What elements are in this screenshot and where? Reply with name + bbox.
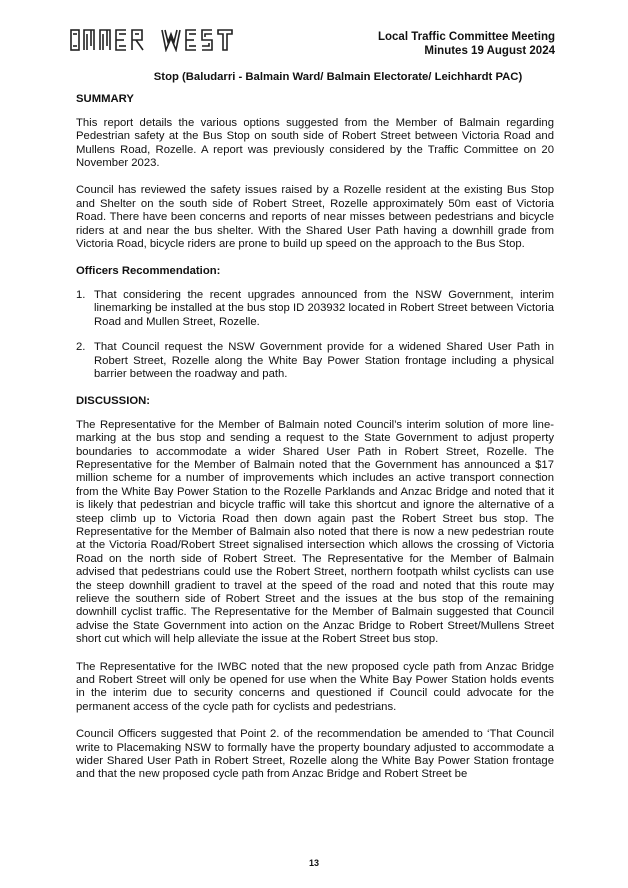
recommendation-heading: Officers Recommendation:: [76, 265, 221, 278]
recommendation-number: 1.: [76, 288, 86, 301]
recommendation-item: [76, 341, 554, 381]
meeting-title: Local Traffic Committee Meeting: [377, 31, 555, 43]
page-number: 13: [308, 858, 319, 868]
discussion-paragraph: The Representative for the Member of Balmain noted Council’s interim solution of more line-marking at the bus stop and sending a request to the State Government to adjust property boundaries to accommodate a wider Shared User Path in Robert Street, Rozelle. The Representative for the Member of Balmain noted that the Government has announced a $17 million scheme for a number of improvements which includes an active transport connection from the White Bay Power Station to the Rozelle Parklands and Anzac Bridge and noted that it is likely that pedestrian and bicycle traffic will take this shortcut and ignore the alternative of a steep climb up to Victoria Road then down again past the Robert Street bus stop. The Representative for the Member of Balmain also noted that there is now a new pedestrian route at the Victoria Road/Robert Street signalised intersection which allows the crossing of Victoria Road on the north side of Robert Street. The Representative for the Member of Balmain advised that pedestrians could use the Robert Street, northern footpath whilst cyclists can use the steep downhill gradient to travel at the speed of the road and noted that this route may relieve the southern side of Robert Street and the issues at the bus stop of the remaining downhill cyclist traffic. The Representative for the Member of Balmain suggested that Council advise the State Government into action on the Anzac Bridge to Robert Street/Mullens Street short cut which will help alleviate the issue at the Robert Street bus stop.: [76, 418, 554, 646]
discussion-heading: DISCUSSION:: [76, 395, 151, 408]
meeting-date: Minutes 19 August 2024: [424, 45, 555, 57]
discussion-paragraph: Council Officers suggested that Point 2. of the recommendation be amended to ‘That Council write to Placemaking NSW to formally have the property boundary adjusted to accommodate a wider Shared User Path in Robert Street, Rozelle along the White Bay Power Station frontage and that the new proposed cycle path from Anzac Bridge and Robert Street be: [76, 728, 554, 781]
recommendation-text: That considering the recent upgrades announced from the NSW Government, interim linemarking be installed at the bus stop ID 203932 located in Robert Street between Victoria Road and Mullen Street, Rozelle.: [94, 288, 554, 328]
discussion-paragraph: The Representative for the IWBC noted that the new proposed cycle path from Anzac Bridge and Robert Street will only be opened for use when the White Bay Power Station holds events in the interim due to security concerns and questioned if Council could advocate for the permanent access of the cycle path for cyclists and pedestrians.: [76, 660, 554, 713]
meeting-info: [378, 30, 555, 58]
inner-west-logo: [70, 28, 270, 52]
document-body: [76, 71, 554, 796]
page-header: [70, 24, 555, 58]
recommendation-text: That Council request the NSW Government provide for a widened Shared User Path in Robert Street, Rozelle along the White Bay Power Station frontage including a physical barrier between the roadway and path.: [94, 341, 554, 380]
summary-paragraph: Council has reviewed the safety issues raised by a Rozelle resident at the existing Bus Stop and Shelter on the south side of Robert Street, Rozelle approximately 50m east of Victoria Road. There have been concerns and reports of near misses between pedestrians and bicycle riders at and near the bus shelter. With the Shared User Path having a downhill grade from Victoria Road, bicycle riders are prone to build up speed on the approach to the Bus Stop.: [76, 184, 554, 251]
summary-paragraph: This report details the various options suggested from the Member of Balmain regarding Pedestrian safety at the Bus Stop on south side of Robert Street between Victoria Road and Mullens Road, Rozelle. A report was previously considered by the Traffic Committee on 20 November 2023.: [76, 116, 554, 170]
document-title: Stop (Baludarri - Balmain Ward/ Balmain Electorate/ Leichhardt PAC): [153, 71, 523, 83]
recommendation-number: 2.: [76, 341, 86, 354]
summary-heading: SUMMARY: [76, 93, 134, 106]
recommendation-item: [76, 289, 554, 329]
recommendation-list: [76, 289, 554, 381]
